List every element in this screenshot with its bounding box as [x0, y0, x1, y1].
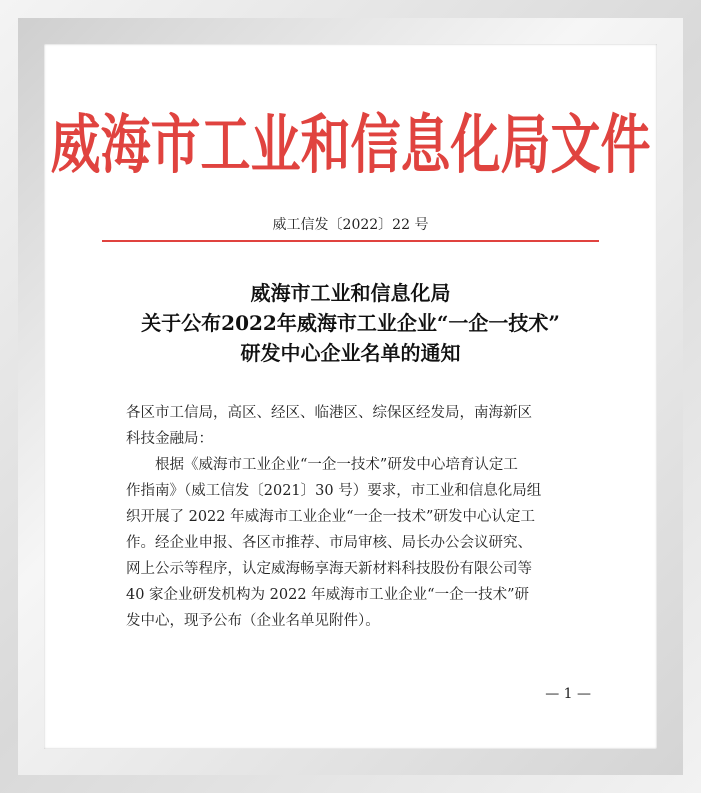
title-line-3: 研发中心企业名单的通知 [240, 341, 461, 365]
body-line: 网上公示等程序，认定威海畅享海天新材料科技股份有限公司等 [126, 561, 532, 577]
body-line: 发中心，现予公布（企业名单见附件）。 [126, 613, 380, 629]
body-line: 根据《威海市工业企业“一企一技术”研发中心培育认定工 [155, 457, 518, 473]
document-page [44, 44, 657, 749]
document-number: 威工信发〔2022〕22 号 [272, 217, 429, 233]
body-line: 作指南》（威工信发〔2021〕30 号）要求，市工业和信息化局组 [126, 483, 542, 499]
body-line: 织开展了 2022 年威海市工业企业“一企一技术”研发中心认定工 [126, 509, 535, 525]
agency-header-title: 威海市工业和信息化局文件 [50, 106, 651, 183]
page-number: — 1 — [545, 686, 591, 702]
title-line-2: 关于公布2022年威海市工业企业“一企一技术” [141, 311, 560, 335]
body-line: 各区市工信局，高区、经区、临港区、综保区经发局，南海新区 [126, 405, 532, 421]
title-line-1: 威海市工业和信息化局 [250, 281, 451, 305]
notice-body [126, 400, 601, 634]
red-divider-line [102, 240, 599, 242]
body-line: 作。经企业申报、各区市推荐、市局审核、局长办公会议研究、 [126, 535, 532, 551]
body-line: 科技金融局： [126, 431, 213, 447]
body-line: 40 家企业研发机构为 2022 年威海市工业企业“一企一技术”研 [126, 587, 530, 603]
notice-title [44, 278, 657, 368]
